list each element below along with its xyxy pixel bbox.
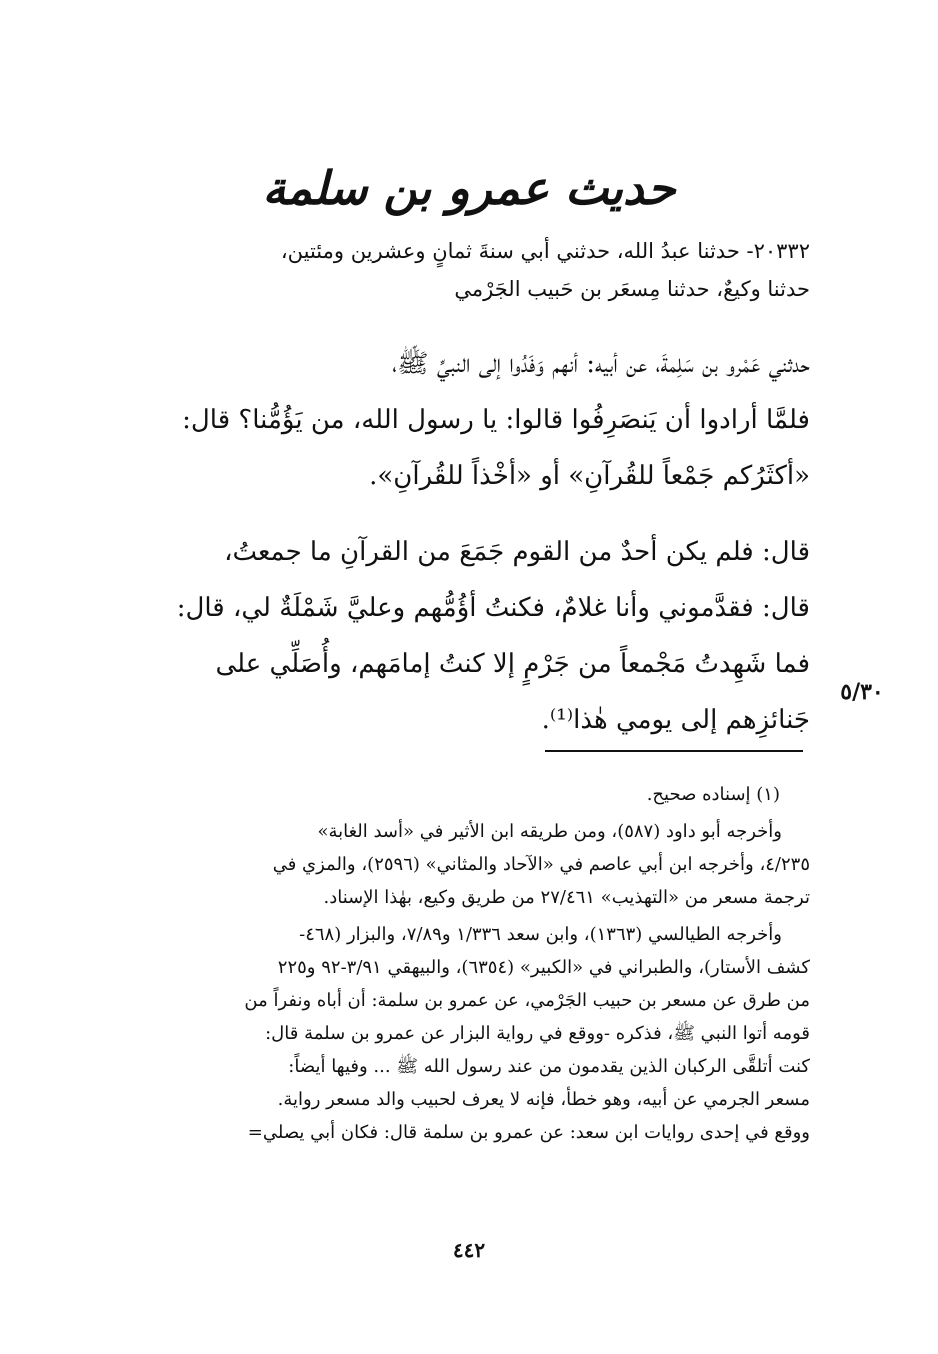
footnote-line: مسعر الجرمي عن أبيه، وهو خطأ، فإنه لا يعرف لحبيب والد مسعر رواية.: [277, 1089, 810, 1110]
text-line: فلمَّا أرادوا أن يَنصَرِفُوا قالوا: يا رسول الله، من يَؤُمُّنا؟ قال:: [182, 405, 810, 435]
footnote-line: ووقع في إحدى روايات ابن سعد: عن عمرو بن سلمة قال: فكان أبي يصلي=: [247, 1122, 810, 1143]
footnote-line: ٤/٢٣٥، وأخرجه ابن أبي عاصم في «الآحاد والمثاني» (٢٥٩٦)، والمزي في: [272, 854, 810, 875]
chapter-title: حديث عمرو بن سلمة: [262, 161, 676, 215]
text-line: فما شَهِدتُ مَجْمعاً من جَرْمٍ إلا كنتُ إمامَهم، وأُصَلِّي على: [215, 649, 810, 679]
hadith-paragraph: [102, 524, 810, 748]
footnotes: [102, 778, 810, 1149]
isnad-line: حدثنا وكيعٌ، حدثنا مِسعَر بن حَبيب الجَرْمي: [454, 277, 810, 301]
footnote-line: قومه أتوا النبي ﷺ، فذكره -ووقع في رواية البزار عن عمرو بن سلمة قال:: [265, 1023, 810, 1044]
text-line: «أكثَرُكم جَمْعاً للقُرآنِ» أو «أخْذاً للقُرآنِ».: [369, 461, 810, 491]
hadith-isnad: [102, 232, 810, 308]
isnad-line: ٢٠٣٣٢- حدثنا عبدُ الله، حدثني أبي سنةَ ثمانٍ وعشرين ومئتين،: [280, 239, 810, 263]
footnote-line: وأخرجه أبو داود (٥٨٧)، ومن طريقه ابن الأثير في «أسد الغابة»: [317, 821, 782, 842]
footnote-line: وأخرجه الطيالسي (١٣٦٣)، وابن سعد ١/٣٣٦ و٧/٨٩، والبزار (٤٦٨-: [299, 924, 782, 945]
footnote-line: من طرق عن مسعر بن حبيب الجَرْمي، عن عمرو بن سلمة: أن أباه ونفراً من: [244, 990, 810, 1011]
footnote-line: ترجمة مسعر من «التهذيب» ٢٧/٤٦١ من طريق وكيع، بهٰذا الإسناد.: [323, 887, 810, 908]
footnote-line: (١) إسناده صحيح.: [646, 784, 780, 805]
hadith-paragraph: [102, 336, 810, 504]
text-line: جَنائزِهم إلى يومي هٰذا⁽¹⁾.: [541, 705, 810, 735]
hadith-text: [102, 336, 810, 748]
text-line: قال: فقدَّموني وأنا غلامٌ، فكنتُ أؤُمُّهم وعليَّ شَمْلَةٌ لي، قال:: [176, 593, 810, 623]
footnote: [102, 918, 810, 1149]
footnote: [102, 815, 810, 914]
text-line: قال: فلم يكن أحدٌ من القوم جَمَعَ من القرآنِ ما جمعتُ،: [224, 537, 810, 567]
footnote-separator: [545, 750, 803, 752]
footnote-line: كنت أتلقَّى الركبان الذين يقدمون من عند رسول الله ﷺ ... وفيها أيضاً:: [288, 1056, 810, 1077]
footnote-line: كشف الأستار)، والطبراني في «الكبير» (٦٣٥٤)، والبيهقي ٣/٩١-٩٢ و٢٢٥: [277, 957, 810, 978]
text-line: حدثني عَمْرو بن سَلِمةَ، عن أبيه: أنهم وَفَدُوا إلى النبيِّ ﷺ،: [392, 349, 810, 379]
footnote: [102, 778, 810, 811]
volume-page-reference: ٥/٣٠: [840, 679, 884, 705]
page-number: ٤٤٢: [452, 1238, 486, 1262]
